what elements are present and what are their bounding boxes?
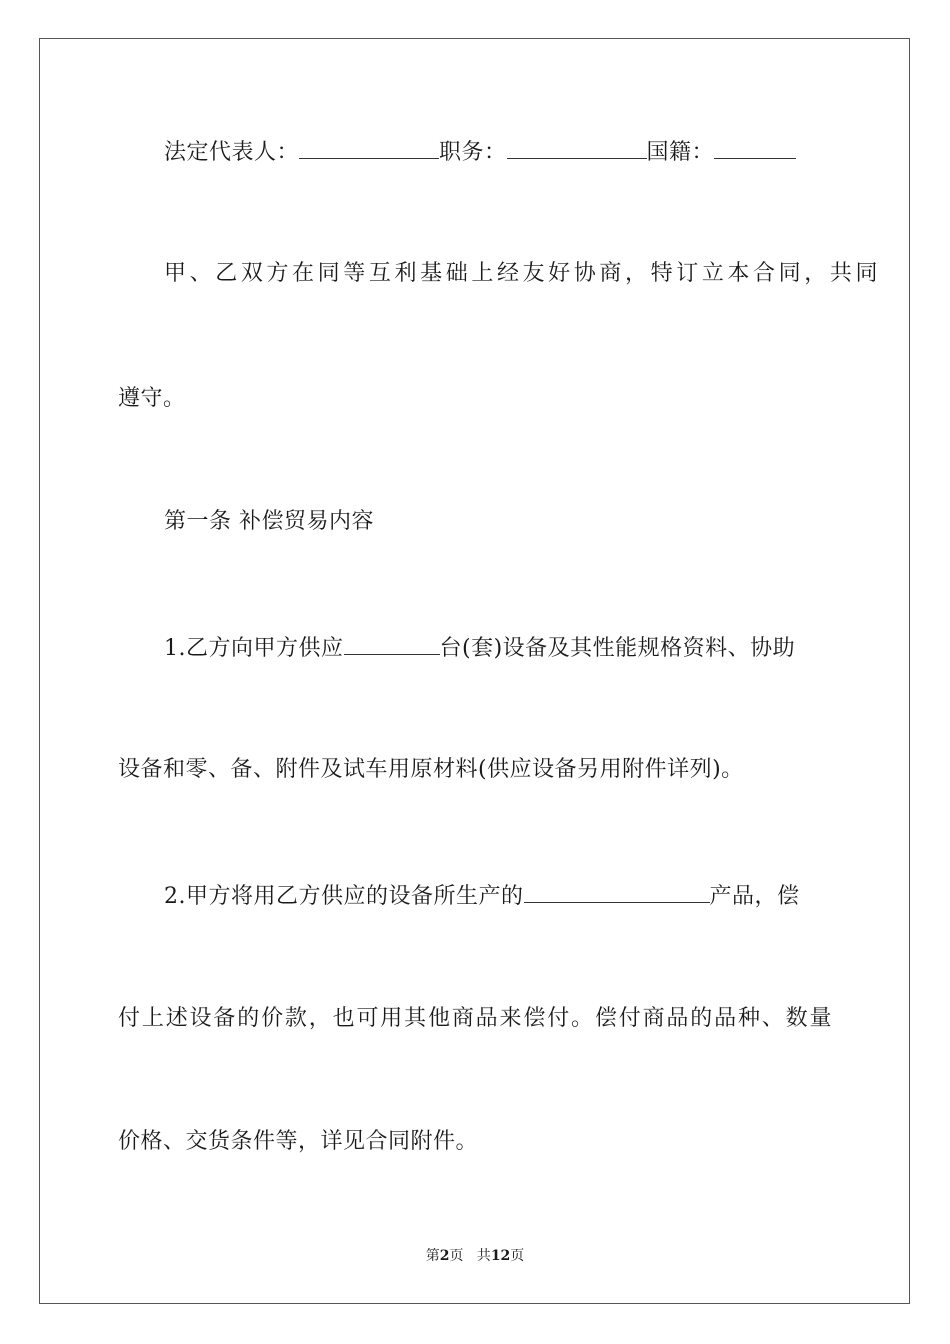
article-1-title: 第一条 补偿贸易内容: [164, 509, 374, 534]
page-suffix: 页: [449, 1248, 464, 1264]
agreement-paragraph-line-1: 甲、乙双方在同等互利基础上经友好协商，特订立本合同，共同: [164, 261, 878, 286]
representative-line: [118, 136, 878, 168]
agreement-paragraph-line-2: 遵守。: [118, 386, 186, 411]
item-2-line-3: 价格、交货条件等，详见合同附件。: [118, 1129, 479, 1154]
item-1-line-1: [118, 632, 878, 664]
position-label: 职务：: [439, 140, 507, 165]
total-pages: 12: [490, 1248, 511, 1264]
page-number: 2: [439, 1248, 450, 1264]
item-2-prefix: 2.甲方将用乙方供应的设备所生产的: [164, 884, 524, 909]
legal-representative-blank[interactable]: [299, 136, 439, 159]
nationality-blank[interactable]: [714, 136, 796, 159]
page-border: [39, 38, 910, 1304]
total-suffix: 页: [510, 1248, 525, 1264]
item-1-suffix: 台(套)设备及其性能规格资料、协助: [439, 636, 796, 661]
page-footer: [0, 1246, 950, 1266]
item-2-line-2: 付上述设备的价款，也可用其他商品来偿付。偿付商品的品种、数量: [118, 1006, 832, 1031]
nationality-label: 国籍：: [646, 140, 715, 165]
product-name-blank[interactable]: [524, 880, 710, 903]
item-2-suffix: 产品，偿: [709, 884, 800, 909]
item-2-line-1: [118, 880, 878, 912]
item-1-line-2: 设备和零、备、附件及试车用原材料(供应设备另用附件详列)。: [118, 757, 744, 782]
equipment-quantity-blank[interactable]: [344, 632, 440, 655]
total-prefix: 共: [476, 1248, 491, 1264]
item-1-prefix: 1.乙方向甲方供应: [164, 636, 344, 661]
position-blank[interactable]: [507, 136, 647, 159]
legal-representative-label: 法定代表人：: [164, 140, 300, 165]
page-prefix: 第: [425, 1248, 440, 1264]
